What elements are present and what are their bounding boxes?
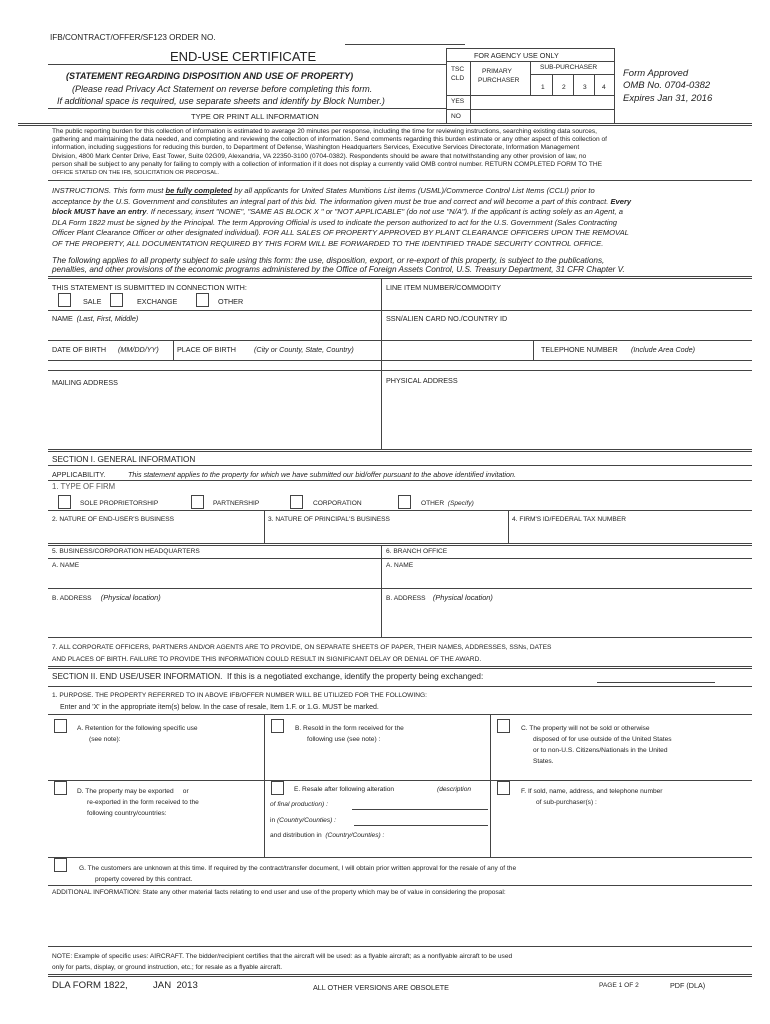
aircraft-note: NOTE: Example of specific uses: AIRCRAFT. The bidder/recipient certifies that the aircraft will be used: as a flyable aircraft; as a nonflyable aircraft to be used only for parts, display, or ground instruction, etc.; for resale as a flyable aircraft. (52, 953, 513, 971)
phone-label: TELEPHONE NUMBER (541, 345, 618, 354)
option-f: F. If sold, name, address, and telephone number of sub-purchaser(s) : (521, 788, 663, 806)
pdf-label: PDF (DLA) (670, 981, 706, 990)
mailing-address-label: MAILING ADDRESS (52, 378, 118, 387)
section-2-title: SECTION II. END USE/USER INFORMATION. If this is a negotiated exchange, identify the property being exchanged: (52, 672, 484, 681)
option-g: G. The customers are unknown at this time. If required by the contract/transfer document, I will obtain prior written approval for the resale of any of the property covered by this contract. (79, 865, 517, 883)
order-no-label: IFB/CONTRACT/OFFER/SF123 ORDER NO. (50, 33, 216, 42)
type-of-firm-label: 1. TYPE OF FIRM (52, 482, 116, 491)
option-a: A. Retention for the following specific use (see note): (77, 725, 198, 743)
branch-address-label: B. ADDRESS (Physical location) (386, 593, 493, 602)
pob-label: PLACE OF BIRTH (177, 345, 236, 354)
nature-principal-label: 3. NATURE OF PRINCIPAL'S BUSINESS (268, 516, 390, 523)
obsolete-note: ALL OTHER VERSIONS ARE OBSOLETE (313, 983, 449, 992)
form-number: DLA FORM 1822, (52, 980, 128, 991)
type-print-note: TYPE OR PRINT ALL INFORMATION (191, 112, 319, 121)
resale-alteration-checkbox[interactable] (271, 781, 284, 795)
additional-info-label: ADDITIONAL INFORMATION: State any other material facts relating to end user and use of the property which may be of value in considering the proposal: (52, 889, 506, 896)
branch-name-label: A. NAME (386, 562, 414, 569)
nature-end-user-label: 2. NATURE OF END-USER'S BUSINESS (52, 516, 175, 523)
dob-label: DATE OF BIRTH (52, 345, 107, 354)
option-e-label: E. Resale after following alteration (294, 786, 395, 793)
statement-heading: (STATEMENT REGARDING DISPOSITION AND USE OF PROPERTY) (66, 71, 354, 81)
branch-label: 6. BRANCH OFFICE (386, 548, 448, 555)
distribution-label: and distribution in (Country/Counties) : (270, 832, 385, 839)
not-sold-outside-checkbox[interactable] (497, 719, 510, 733)
customers-unknown-checkbox[interactable] (54, 858, 67, 872)
omb-expires: Expires Jan 31, 2016 (623, 93, 713, 104)
agency-use-title: FOR AGENCY USE ONLY (474, 51, 559, 60)
form-approved: Form Approved (623, 68, 689, 79)
instructions: INSTRUCTIONS. This form must be fully completed by all applicants for United States Munitions List items (USML)/Commerce Control List Items (CCLI) prior to acceptance by the U.S. Government and constitutes an integral part of this bid. The information given must be true and correct and will become a part of this contract. Every block MUST have an entry. If necessary, insert "NONE", "SAME AS BLOCK X " or "NOT APPLICABLE" (do not use "N/A"). If the applicant is acting solely as an Agent, a DLA Form 1822 must be signed by the Principal. The term Approving Official is used to indicate the person authorized to act for the U.S. Government (Sales Contracting Officer Plant Clearance Officer or other designated individual). FOR ALL SALES OF PROPERTY APPROVED BY PLANT CLEARANCE OFFICERS UPON THE REMOVAL OF THE PROPERTY, ALL DOCUMENTATION REQUIRED BY THIS FORM WILL BE FORWARDED TO THE IDENTIFIED TRADE SECURITY CONTROL OFFICE. (52, 186, 632, 248)
officers-note: 7. ALL CORPORATE OFFICERS, PARTNERS AND/OR AGENTS ARE TO PROVIDE, ON SEPARATE SHEETS OF PAPER, THEIR NAMES, ADDRESSES, SSNs, DATES AND PLACES OF BIRTH. FAILURE TO PROVIDE THIS INFORMATION COULD RESULT IN SIGNIFICANT DELAY OR DENIAL OF THE AWARD. (52, 644, 552, 663)
final-production-label: of final production) : (270, 801, 328, 808)
space-note: If additional space is required, use separate sheets and identify by Block Number.) (57, 96, 385, 106)
option-b: B. Resold in the form received for the following use (see note) : (295, 725, 404, 743)
privacy-note: (Please read Privacy Act Statement on reverse before completing this form. (72, 84, 373, 94)
retention-checkbox[interactable] (54, 719, 67, 733)
option-c: C. The property will not be sold or otherwise disposed of for use outside of the United States or to non-U.S. Citizens/Nationals in the United States. (521, 725, 672, 765)
tax-id-label: 4. FIRM'S ID/FEDERAL TAX NUMBER (512, 516, 626, 523)
other-firm-label: OTHER (Specify) (421, 500, 474, 507)
name-label: NAME (Last, First, Middle) (52, 314, 139, 323)
export-checkbox[interactable] (54, 781, 67, 795)
country-line (354, 825, 488, 826)
country-label: in (Country/Counties) : (270, 817, 336, 824)
exchange-checkbox[interactable] (110, 293, 123, 307)
resold-checkbox[interactable] (271, 719, 284, 733)
applicability-text: This statement applies to the property for which we have submitted our bid/offer pursuant to the above identified invitation. (128, 470, 516, 479)
hq-label: 5. BUSINESS/CORPORATION HEADQUARTERS (52, 548, 200, 555)
order-no-line (345, 44, 465, 45)
final-production-line (352, 809, 488, 810)
hq-address-label: B. ADDRESS (Physical location) (52, 593, 161, 602)
sub-purchaser-checkbox[interactable] (497, 781, 510, 795)
page-number: PAGE 1 OF 2 (599, 982, 639, 989)
omb-number: OMB No. 0704-0382 (623, 80, 711, 91)
corporation-checkbox[interactable] (290, 495, 303, 509)
applicability-label: APPLICABILITY. (52, 470, 106, 479)
section-1-title: SECTION I. GENERAL INFORMATION (52, 455, 196, 464)
purpose-text: 1. PURPOSE. THE PROPERTY REFERRED TO IN ABOVE IFB/OFFER NUMBER WILL BE UTILIZED FOR THE FOLLOWING: Enter and 'X' in the appropriate item(s) below. In the case of resale, Item 1.F. or 1.G. MUST be marked. (52, 692, 427, 711)
sole-proprietorship-checkbox[interactable] (58, 495, 71, 509)
line-item-label: LINE ITEM NUMBER/COMMODITY (386, 283, 502, 292)
option-d: D. The property may be exported or re-exported in the form received to the following country/countries: (77, 788, 199, 817)
exchange-property-line (597, 682, 715, 683)
burden-statement: The public reporting burden for this collection of information is estimated to average 20 minutes per response, including the time for reviewing instructions, searching existing data sources, gathering and maintaining the data needed, and completing and reviewing the collection of information. Send comments regarding this burden estimate or any other aspect of this collection of information, including suggestions for reducing this burden, to Department of Defense, Washington Headquarters Services, Executive Services Directorate, Information Management Division, 4800 Mark Center Drive, East Tower, Suite 02G09, Alexandria, VA 22350-3100 (0704-0382). Respondents should be aware that notwithstanding any other provision of law, no person shall be subject to any penalty for failing to comply with a collection of information if it does not display a currently valid OMB control number. RETURN COMPLETED FORM TO THE OFFICE STATED ON THE IFB, SOLICITATION OR PROPOSAL. (52, 128, 607, 177)
ssn-label: SSN/ALIEN CARD NO./COUNTRY ID (386, 314, 508, 323)
submitted-label: THIS STATEMENT IS SUBMITTED IN CONNECTION WITH: (52, 283, 247, 292)
form-date: JAN 2013 (153, 980, 198, 991)
form-title: END-USE CERTIFICATE (170, 49, 317, 64)
partnership-checkbox[interactable] (191, 495, 204, 509)
hq-name-label: A. NAME (52, 562, 80, 569)
sale-checkbox[interactable] (58, 293, 71, 307)
other-firm-checkbox[interactable] (398, 495, 411, 509)
other-checkbox[interactable] (196, 293, 209, 307)
physical-address-label: PHYSICAL ADDRESS (386, 376, 458, 385)
ofac-statement: The following applies to all property subject to sale using this form: the use, disposition, export, or re-export of this property, is subject to the publications, penalties, and other provisions of the economic programs administered by the Office of Foreign Assets Control, U.S. Treasury Department, 31 CFR Chapter V. (52, 256, 625, 275)
